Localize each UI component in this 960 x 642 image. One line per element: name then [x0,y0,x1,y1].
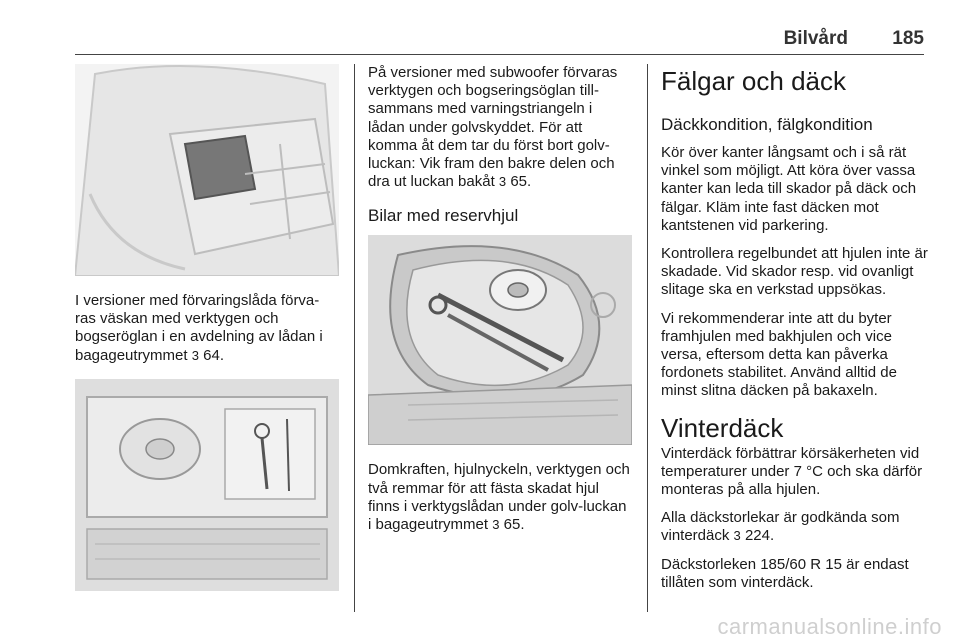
figure-subwoofer [75,379,339,591]
paragraph-winter-temp: Vinterdäck förbättrar körsäkerheten vid temperaturer under 7 °C och ska därför monteras på alla hjulen. [661,444,923,499]
page-ref: 64. [203,346,224,364]
figure-spare-wheel [368,235,632,445]
header-rule [75,54,924,55]
watermark: carmanualsonline.info [717,614,942,639]
column-divider-1 [354,64,355,612]
ref-arrow-icon: 3 [498,174,507,190]
column-divider-2 [647,64,648,612]
subsection-title-condition: Däckkondition, fälgkondition [661,115,873,134]
caption-spare-wheel: Domkraften, hjulnyckeln, verktygen och två remmar för att fästa skadat hjul finns i verktygslådan under golv-luckan i bagageutrymmet [368,461,630,534]
page-number: 185 [892,28,924,49]
page-ref: 65. [510,173,532,191]
caption-storage-box: I versioner med förvaringslåda förva-ras väskan med verktygen och bogseröglan i en avdelning av lådan i bagageutrymmet [75,292,323,364]
heading-spare-wheel: Bilar med reservhjul [368,206,519,226]
paragraph-winter-sizes: Alla däckstorlekar är godkända som vinterdäck [661,509,900,545]
column-3 [661,64,929,602]
paragraph-swap: Vi rekommenderar inte att du byter framhjulen med bakhjulen och vice versa, eftersom detta kan påverka fordonets stabilitet. Använd alltid de minst slitna däcken på bakaxeln. [661,309,897,400]
paragraph-inspect: Kontrollera regelbundet att hjulen inte är skadade. Vid skador resp. vid ovanligt slitage ska en verkstad uppsökas. [661,245,928,299]
ref-arrow-icon: 3 [733,528,741,544]
page-ref: 65. [503,516,525,534]
paragraph-subwoofer: På versioner med subwoofer förvaras verktygen och bogseringsöglan till-sammans med varningstriangeln i lådan under golvskyddet. För att komma åt dem tar du först bort golv-luckan: Vik fram den bakre delen och dra ut luckan bakåt [368,64,618,191]
figure-storage-box [75,64,339,276]
ref-arrow-icon: 3 [191,347,199,363]
column-2 [368,64,632,544]
paragraph-kerbs: Kör över kanter långsamt och i så rät vinkel som möjligt. Att köra över vassa kanter kan leda till skador på däck och fälgar. Kläm inte fast däcken mot kantstenen vid parkering. [661,144,917,234]
header-title: Bilvård [783,28,848,49]
page-ref: 224. [744,527,775,545]
ref-arrow-icon: 3 [492,517,500,533]
section-title-wheels: Fälgar och däck [661,66,846,96]
paragraph-size-restriction: Däckstorleken 185/60 R 15 är endast tillåten som vinterdäck. [661,555,909,591]
column-1 [75,64,339,591]
section-title-winter: Vinterdäck [661,412,784,443]
